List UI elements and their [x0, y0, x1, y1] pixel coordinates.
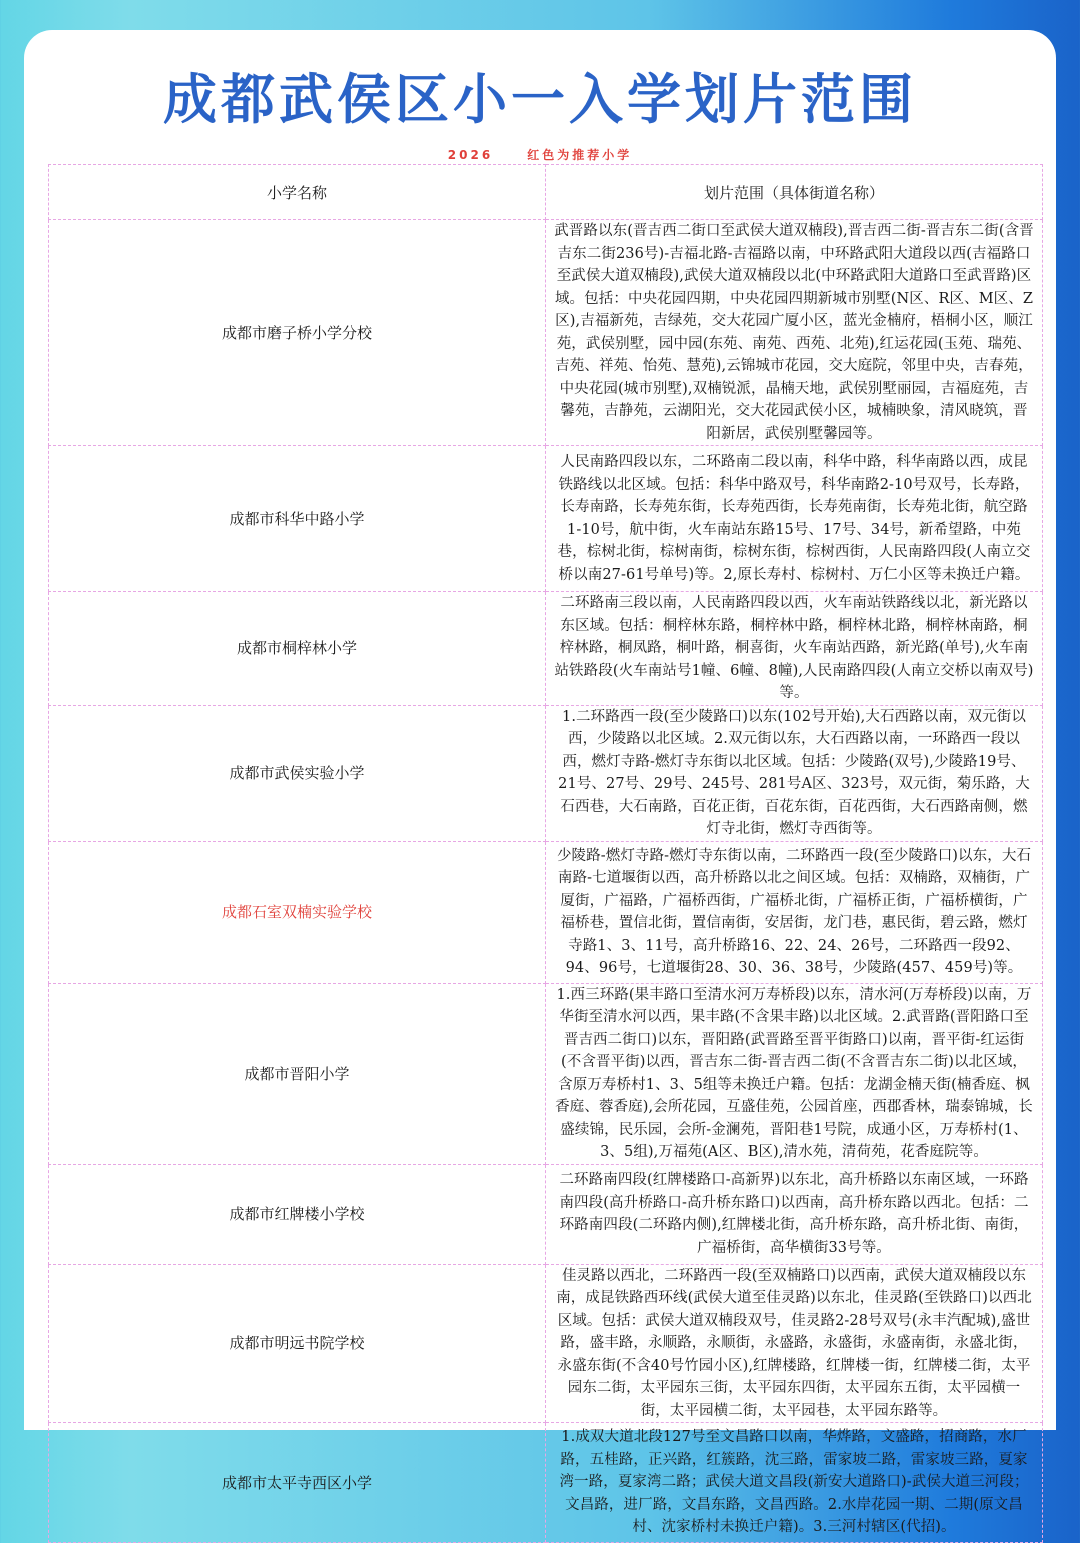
zone-range-cell: 1.西三环路(果丰路口至清水河万寿桥段)以东，清水河(万寿桥段)以南，万华街至清水河以西，果丰路(不含果丰路)以北区域。2.武晋路(晋阳路口至晋吉西二街口)以东，晋阳路(武晋路至晋平街路口)以南，晋平街-红运街(不含晋平街)以西，晋吉东二街-晋吉西二街(不含晋吉东二街)以北区域，含原万寿桥村1、3、5组等未换迁户籍。包括：龙湖金楠天街(楠香庭、枫香庭、蓉香庭),会所花园，互盛佳苑，公园首座，西郡香林，瑞泰锦城，长盛续锦，民乐园，会所-金澜苑，晋阳巷1号院，成通小区，万寿桥村(1、3、5组),万福苑(A区、B区),清水苑，清荷苑，花香庭院等。 [546, 983, 1043, 1164]
table-row [49, 446, 1043, 592]
header-zone-range: 划片范围（具体街道名称） [546, 165, 1043, 220]
zone-range-cell: 人民南路四段以东，二环路南二段以南，科华中路，科华南路以西，成昆铁路线以北区域。包括：科华中路双号，科华南路2-10号双号，长寿路，长寿南路，长寿苑东街，长寿苑西街，长寿苑南街，长寿苑北街，航空路1-10号，航中街，火车南站东路15号、17号、34号，新希望路，中苑巷，棕树北街，棕树南街，棕树东街，棕树西街，人民南路四段(人南立交桥以南27-61号单号)等。2,原长寿村、棕树村、万仁小区等未换迁户籍。 [546, 446, 1043, 592]
table-row [49, 220, 1043, 446]
school-zone-table [48, 164, 1043, 1543]
school-name-cell: 成都市太平寺西区小学 [49, 1423, 546, 1543]
zone-range-cell: 1.成双大道北段127号至文昌路口以南，华烨路，文盛路，招商路，水厂路，五桂路，正兴路，红簇路，沈三路，雷家坡二路，雷家坡三路，夏家湾一路，夏家湾二路；武侯大道文昌段(新安大道路口)-武侯大道三河段；文昌路，进厂路，文昌东路，文昌西路。2.水岸花园一期、二期(原文昌村、沈家桥村未换迁户籍)。3.三河村辖区(代招)。 [546, 1423, 1043, 1543]
table-row [49, 983, 1043, 1164]
school-name-cell: 成都市武侯实验小学 [49, 705, 546, 841]
school-name-cell: 成都市桐梓林小学 [49, 592, 546, 706]
table-row [49, 841, 1043, 983]
table-header-row [49, 165, 1043, 220]
table-row [49, 1423, 1043, 1543]
table-row [49, 1164, 1043, 1264]
table-row [49, 1264, 1043, 1423]
subtitle-note: 红色为推荐小学 [527, 148, 633, 162]
subtitle [24, 146, 1056, 164]
zone-range-cell: 佳灵路以西北，二环路西一段(至双楠路口)以西南，武侯大道双楠段以东南，成昆铁路西环线(武侯大道至佳灵路)以东北，佳灵路(至铁路口)以西北区域。包括：武侯大道双楠段双号，佳灵路2-28号双号(永丰汽配城),盛世路，盛丰路，永顺路，永顺街，永盛路，永盛街，永盛南街，永盛北街，永盛东街(不含40号竹园小区),红牌楼路，红牌楼一街，红牌楼二街，太平园东二街，太平园东三街，太平园东四街，太平园东五街，太平园横一街，太平园横二街，太平园巷，太平园东路等。 [546, 1264, 1043, 1423]
page-title: 成都武侯区小一入学划片范围 [163, 68, 917, 131]
school-name-cell: 成都市明远书院学校 [49, 1264, 546, 1423]
zone-range-cell: 二环路南四段(红牌楼路口-高新界)以东北，高升桥路以东南区域，一环路南四段(高升桥路口-高升桥东路口)以西南，高升桥东路以西北。包括：二环路南四段(二环路内侧),红牌楼北街，高升桥东路，高升桥北街、南街，广福桥街，高华横街33号等。 [546, 1164, 1043, 1264]
zone-range-cell: 武晋路以东(晋吉西二街口至武侯大道双楠段),晋吉西二街-晋吉东二街(含晋吉东二街236号)-吉福北路-吉福路以南，中环路武阳大道段以西(吉福路口至武侯大道双楠段),武侯大道双楠段以北(中环路武阳大道路口至武晋路)区域。包括：中央花园四期，中央花园四期新城市别墅(N区、R区、M区、Z区),吉福新苑，吉绿苑，交大花园广厦小区，蓝光金楠府，梧桐小区，顺江苑，武侯别墅，园中园(东苑、南苑、西苑、北苑),红运花园(玉苑、瑞苑、吉苑、祥苑、怡苑、慧苑),云锦城市花园，交大庭院，邻里中央，吉春苑，中央花园(城市别墅),双楠锐派，晶楠天地，武侯别墅丽园，吉福庭苑，吉馨苑，吉静苑，云湖阳光，交大花园武侯小区，城楠映象，清风晓筑，晋阳新居，武侯别墅馨园等。 [546, 220, 1043, 446]
school-name-cell: 成都石室双楠实验学校 [49, 841, 546, 983]
content-card [24, 30, 1056, 1536]
table-body [49, 220, 1043, 1543]
header-school-name: 小学名称 [49, 165, 546, 220]
school-name-cell: 成都市红牌楼小学校 [49, 1164, 546, 1264]
table-row [49, 592, 1043, 706]
table-row [49, 705, 1043, 841]
zone-range-cell: 少陵路-燃灯寺路-燃灯寺东街以南，二环路西一段(至少陵路口)以东，大石南路-七道堰街以西，高升桥路以北之间区域。包括：双楠路，双楠街，广厦街，广福路，广福桥西街，广福桥北街，广福桥正街，广福桥横街，广福桥巷，置信北街，置信南街，安居街，龙门巷，惠民街，碧云路，燃灯寺路1、3、11号，高升桥路16、22、24、26号，二环路西一段92、94、96号，七道堰街28、30、36、38号，少陵路(457、459号)等。 [546, 841, 1043, 983]
school-name-cell: 成都市磨子桥小学分校 [49, 220, 546, 446]
school-name-cell: 成都市晋阳小学 [49, 983, 546, 1164]
zone-range-cell: 二环路南三段以南，人民南路四段以西，火车南站铁路线以北，新光路以东区域。包括：桐梓林东路，桐梓林中路，桐梓林北路，桐梓林南路，桐梓林路，桐凤路，桐叶路，桐喜街，火车南站西路，新光路(单号),火车南站铁路段(火车南站号1幢、6幢、8幢),人民南路四段(人南立交桥以南双号)等。 [546, 592, 1043, 706]
zone-range-cell: 1.二环路西一段(至少陵路口)以东(102号开始),大石西路以南，双元街以西，少陵路以北区域。2.双元街以东，大石西路以南，一环路西一段以西，燃灯寺路-燃灯寺东街以北区域。包括：少陵路(双号),少陵路19号、21号、27号、29号、245号、281号A区、323号，双元街，菊乐路，大石西巷，大石南路，百花正街，百花东街，百花西街，大石西路南侧，燃灯寺北街，燃灯寺西街等。 [546, 705, 1043, 841]
subtitle-year: 2026 [447, 148, 494, 162]
school-name-cell: 成都市科华中路小学 [49, 446, 546, 592]
